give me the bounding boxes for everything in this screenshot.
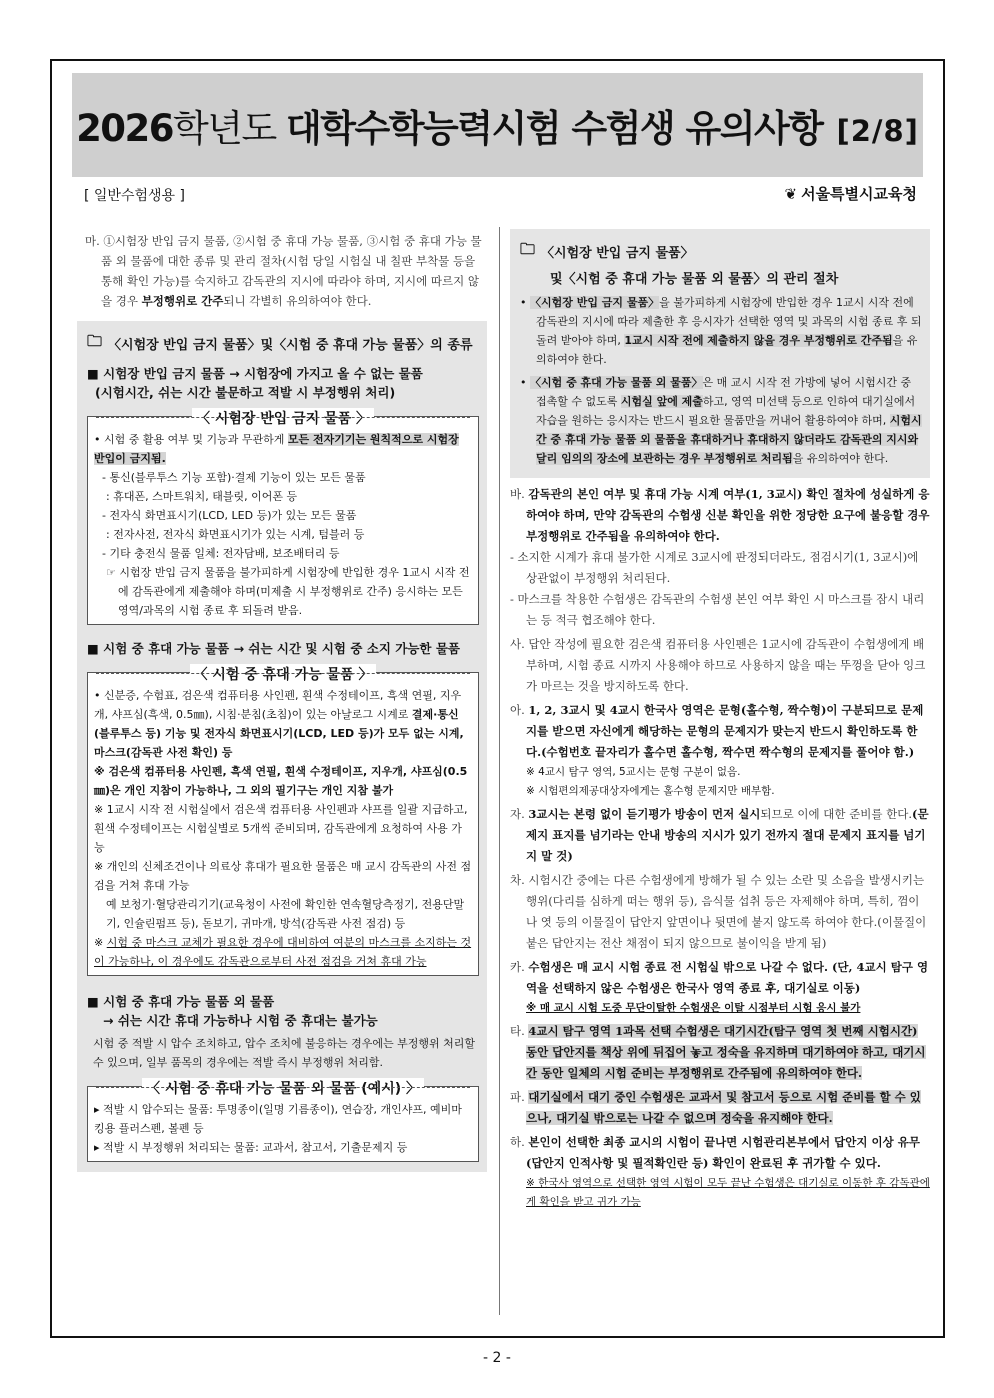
- item-ba-sub: - 소지한 시계가 휴대 불가한 시계로 3교시에 판정되더라도, 점검시기(1, 3교시)에 상관없이 부정행위 처리된다.: [510, 550, 919, 585]
- seoul-logo-icon: ❦: [784, 184, 798, 203]
- page-frame: [50, 59, 945, 1338]
- right-column: [510, 229, 930, 1212]
- banned-list-title: 〈 시험장 반입 금지 물품 〉: [192, 408, 374, 428]
- items-types-title: 🗀 〈시험장 반입 금지 물품〉및〈시험 중 휴대 가능 물품〉의 종류: [87, 331, 479, 356]
- banned-subheading: (시험시간, 쉬는 시간 불문하고 적발 시 부정행위 처리): [95, 385, 396, 400]
- page-indicator: [2/8]: [836, 114, 919, 148]
- allowed-list-box: 〈 시험 중 휴대 가능 물품 〉 • 신분증, 수험표, 검은색 컴퓨터용 사인펜, 흰색 수정테이프, 흑색 연필, 지우개, 샤프심(흑색, 0.5㎜), 시침·분침(초침)이 있는 아날로그 시계로 결제·통신(블루투스 등) 기능 및 전자식 화면표시기(LCD, LED 등)가 모두 없는 시계, 마스크(감독관 사전 확인) 등 ※ 검은색 컴퓨터용 사인펜, 흑색 연필, 흰색 수정테이프, 지우개, 샤프심(0.5㎜)은 개인 지참이 가능하나, 그 외의 필기구는 개인 지참 불가 ※ 1교시 시작 전 시험실에서 검은색 컴퓨터용 사인펜과 샤프를 일괄 지급하고, 흰색 수정테이프는 시험실별로 5개씩 준비되며, 감독관에게 요청하여 사용 가능 ※ 개인의 신체조건이나 의료상 휴대가 필요한 물품은 매 교시 감독관의 사전 점검을 거쳐 휴대 가능 예 보청기·혈당관리기기(교육청이 사전에 확인한 연속혈당측정기, 전용단말기, 인슐린펌프 등), 돋보기, 귀마개, 방석(감독관 사전 점검) 등 ※ 시험 중 마스크 교체가 필요한 경우에 대비하여 여분의 마스크를 소지하는 것이 가능하나, 이 경우에도 감독관으로부터 사전 점검을 거쳐 휴대 가능: [87, 672, 479, 976]
- other-text: 시험 중 적발 시 압수 조치하고, 압수 조치에 불응하는 경우에는 부정행위 처리할 수 있으며, 일부 품목의 경우에는 적발 즉시 부정행위 처리함.: [93, 1037, 475, 1069]
- procedure-title: 🗀 〈시험장 반입 금지 물품〉: [520, 239, 922, 264]
- item-ka: 카. 수험생은 매 교시 시험 종료 전 시험실 밖으로 나갈 수 없다. (단, 4교시 탐구 영역을 선택하지 않은 수험생은 한국사 영역 종료 후, 대기실로 이동): [510, 960, 929, 995]
- intro-paragraph: 마. ①시험장 반입 금지 물품, ②시험 중 휴대 가능 물품, ③시험 중 휴대 가능 물품 외 물품에 대한 종류 및 관리 절차(시험 당일 시험실 내 칠판 부착물 등을 통해 확인 가능)를 숙지하고 감독관의 지시에 따라야 하며, 지시에 따르지 않을 경우 부정행위로 간주되니 각별히 유의하여야 한다.: [85, 234, 482, 308]
- item-pa: 파. 대기실에서 대기 중인 수험생은 교과서 및 참고서 등으로 시험 준비를 할 수 있으나, 대기실 밖으로는 나갈 수 없으며 정숙을 유지해야 한다.: [510, 1090, 921, 1125]
- procedure-box: [510, 229, 930, 478]
- other-list-box: [87, 1081, 479, 1162]
- page-number: - 2 -: [483, 1350, 511, 1366]
- left-column: [77, 231, 487, 1172]
- item-ja: 자. 3교시는 본령 없이 듣기평가 방송이 먼저 실시되므로 이에 대한 준비를 한다.(문제지 표지를 넘기라는 안내 방송의 지시가 있기 전까지 절대 문제지 표지를 넘기지 말 것): [510, 807, 929, 863]
- banned-item: - 기타 충전식 물품 일체: 전자담배, 보조배터리 등: [102, 547, 340, 560]
- folder-search-icon: 🗀: [520, 240, 536, 258]
- other-heading: ■ 시험 중 휴대 가능 물품 외 물품: [87, 994, 275, 1009]
- other-item: ▸ 적발 시 부정행위 처리되는 물품: 교과서, 참고서, 기출문제지 등: [94, 1141, 408, 1154]
- allowed-note: ※ 검은색 컴퓨터용 사인펜, 흑색 연필, 흰색 수정테이프, 지우개, 샤프심(0.5㎜)은 개인 지참이 가능하나, 그 외의 필기구는 개인 지참 불가: [94, 765, 468, 797]
- banned-item: : 전자사전, 전자식 화면표시기가 있는 시계, 텀블러 등: [106, 528, 365, 541]
- item-ba: 바. 감독관의 본인 여부 및 휴대 가능 시계 여부(1, 3교시) 확인 절차에 성실하게 응하여야 하며, 만약 감독관의 수험생 신분 확인을 위한 정당한 요구에 불응할 경우 부정행위로 간주됨을 유의하여야 한다.: [510, 487, 930, 543]
- item-ha-note: ※ 한국사 영역으로 선택한 영역 시험이 모두 끝난 수험생은 대기실로 이동한 후 감독관에게 확인을 받고 귀가 가능: [526, 1177, 930, 1208]
- audience-label: [ 일반수험생용 ]: [84, 188, 185, 204]
- allowed-note: ※ 1교시 시작 전 시험실에서 검은색 컴퓨터용 사인펜과 샤프를 일괄 지급하고, 흰색 수정테이프는 시험실별로 5개씩 준비되며, 감독관에게 요청하여 사용 가능: [94, 803, 468, 854]
- allowed-list-title: 〈 시험 중 휴대 가능 물품 〉: [190, 664, 377, 684]
- other-item: ▸ 적발 시 압수되는 물품: 투명종이(일명 기름종이), 연습장, 개인샤프, 예비마킹용 플러스펜, 볼펜 등: [94, 1103, 462, 1135]
- section-banned: [87, 364, 479, 625]
- banned-list-box: 〈 시험장 반입 금지 물품 〉 • 시험 중 활용 여부 및 기능과 무관하게 모든 전자기기는 원칙적으로 시험장 반입이 금지됨. - 통신(블루투스 기능 포함)·결제 기능이 있는 모든 물품 : 휴대폰, 스마트워치, 태블릿, 이어폰 등 - 전자식 화면표시기(LCD, LED 등)가 있는 모든 물품 : 전자사전, 전자식 화면표시기가 있는 시계, 텀블러 등 - 기타 충전식 물품 일체: 전자담배, 보조배터리 등 ☞ 시험장 반입 금지 물품을 불가피하게 시험장에 반입한 경우 1교시 시작 전에 감독관에게 제출해야 하며(미제출 시 부정행위로 간주) 응시하는 모든 영역/과목의 시험 종료 후 되돌려 받음.: [87, 416, 479, 625]
- item-a-note: ※ 시험편의제공대상자에게는 홀수형 문제지만 배부함.: [526, 785, 775, 797]
- other-list-title: 〈 시험 중 휴대 가능 물품 외 물품 (예시) 〉: [142, 1078, 424, 1098]
- column-divider: [499, 227, 500, 1315]
- issuer: ❦ 서울특별시교육청: [784, 184, 917, 203]
- banned-item: - 전자식 화면표시기(LCD, LED 등)가 있는 모든 물품: [102, 509, 357, 522]
- procedure-item-1: • 〈시험장 반입 금지 물품〉을 불가피하게 시험장에 반입한 경우 1교시 시작 전에 감독관의 지시에 따라 제출한 후 응시자가 선택한 영역 및 과목의 시험 종료 후 되돌려 받아야 하며, 1교시 시작 전에 제출하지 않을 경우 부정행위로 간주됨을 유의하여야 한다.: [520, 296, 922, 366]
- item-ha: 하. 본인이 선택한 최종 교시의 시험이 끝나면 시험관리본부에서 답안지 이상 유무(답안지 인적사항 및 필적확인란 등) 확인이 완료된 후 귀가할 수 있다.: [510, 1135, 920, 1170]
- banned-heading: ■ 시험장 반입 금지 물품 → 시험장에 가지고 올 수 없는 물품: [87, 366, 423, 381]
- page-title: 2026학년도 대학수학능력시험 수험생 유의사항 [2/8]: [76, 107, 919, 150]
- other-subheading: → 쉬는 시간 휴대 가능하나 시험 중 휴대는 불가능: [103, 1013, 378, 1028]
- allowed-note: ※ 개인의 신체조건이나 의료상 휴대가 필요한 물품은 매 교시 감독관의 사전 점검을 거쳐 휴대 가능: [94, 860, 472, 892]
- item-ba-sub: - 마스크를 착용한 수험생은 감독관의 수험생 본인 여부 확인 시 마스크를 잠시 내리는 등 적극 협조해야 한다.: [510, 592, 925, 627]
- section-allowed: [87, 639, 479, 976]
- items-types-box: [77, 321, 487, 1172]
- item-a: 아. 1, 2, 3교시 및 4교시 한국사 영역은 문형(홀수형, 짝수형)이 구분되므로 문제지를 받으면 자신에게 해당하는 문형의 문제지가 맞는지 반드시 확인하도록 한다.(수험번호 끝자리가 홀수면 홀수형, 짝수면 짝수형의 문제지를 풀어야 함.): [510, 703, 924, 759]
- item-ka-note: ※ 매 교시 시험 도중 무단이탈한 수험생은 이탈 시점부터 시험 응시 불가: [526, 1002, 861, 1014]
- banned-item: : 휴대폰, 스마트워치, 태블릿, 이어폰 등: [106, 490, 298, 503]
- item-ta: 타. 4교시 탐구 영역 1과목 선택 수험생은 대기시간(탐구 영역 첫 번째 시험시간) 동안 답안지를 책상 위에 뒤집어 놓고 정숙을 유지하며 대기하여야 하고, 대기시간 동안 일체의 시험 준비는 부정행위로 간주됨에 유의하여야 한다.: [510, 1024, 926, 1080]
- procedure-item-2: • 〈시험 중 휴대 가능 물품 외 물품〉은 매 교시 시작 전 가방에 넣어 시험시간 중 접촉할 수 없도록 시험실 앞에 제출하고, 영역 미선택 등으로 인하여 대기실에서 자습을 원하는 응시자는 반드시 필요한 물품만을 꺼내어 활용하여야 하며, 시험시간 중 휴대 가능 물품 외 물품을 휴대하거나 휴대하지 않더라도 감독관의 지시와 달리 임의의 장소에 보관하는 경우 부정행위로 처리됨을 유의하여야 한다.: [520, 376, 922, 465]
- item-sa: 사. 답안 작성에 필요한 검은색 컴퓨터용 사인펜은 1교시에 감독관이 수험생에게 배부하며, 시험 종료 시까지 사용해야 하므로 사용하지 않을 때는 뚜껑을 닫아 잉크가 마르는 것을 방지하도록 한다.: [510, 637, 926, 693]
- allowed-example: 예 보청기·혈당관리기기(교육청이 사전에 확인한 연속혈당측정기, 전용단말기, 인슐린펌프 등), 돋보기, 귀마개, 방석(감독관 사전 점검) 등: [106, 898, 465, 930]
- allowed-heading: ■ 시험 중 휴대 가능 물품 → 쉬는 시간 및 시험 중 소지 가능한 물품: [87, 641, 461, 656]
- section-other: [87, 992, 479, 1162]
- item-cha: 차. 시험시간 중에는 다른 수험생에게 방해가 될 수 있는 소란 및 소음을 발생시키는 행위(다리를 심하게 떠는 행위 등), 음식물 섭취 등은 자제해야 하며, 특히, 껌이나 엿 등의 이물질이 답안지 앞면이나 뒷면에 붙지 않도록 하여야 한다.(이물질이 붙은 답안지는 전산 채점이 되지 않으므로 불이익을 받게 됨): [510, 873, 927, 950]
- procedure-subtitle: 및〈시험 중 휴대 가능 물품 외 물품〉의 관리 절차: [550, 272, 839, 287]
- folder-search-icon: 🗀: [87, 332, 103, 350]
- item-a-note: ※ 4교시 탐구 영역, 5교시는 문형 구분이 없음.: [526, 766, 741, 778]
- banned-item: - 통신(블루투스 기능 포함)·결제 기능이 있는 모든 물품: [102, 471, 366, 484]
- title-bar: [72, 73, 923, 177]
- banned-note: ☞ 시험장 반입 금지 물품을 불가피하게 시험장에 반입한 경우 1교시 시작 전에 감독관에게 제출해야 하며(미제출 시 부정행위로 간주) 응시하는 모든 영역/과목의 시험 종료 후 되돌려 받음.: [106, 566, 470, 617]
